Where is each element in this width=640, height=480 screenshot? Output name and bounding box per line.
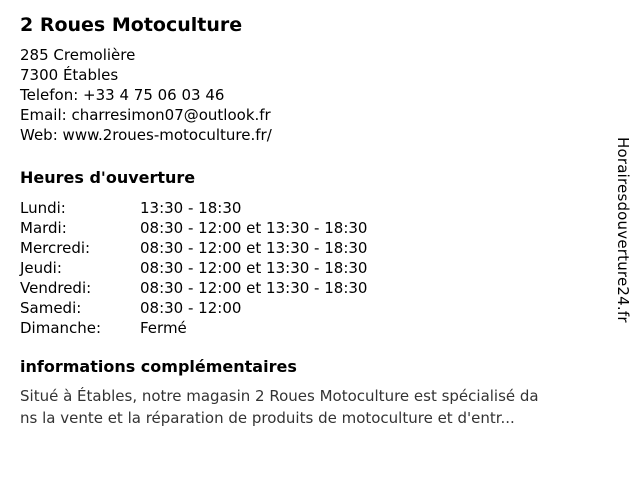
hours-row-thursday — [20, 258, 620, 278]
hours-row-friday — [20, 278, 620, 298]
phone-line — [20, 85, 620, 105]
day-label: Mercredi: — [20, 239, 91, 257]
phone-label: Telefon: — [20, 86, 79, 104]
day-label: Jeudi: — [20, 259, 62, 277]
hours-row-sunday — [20, 318, 620, 338]
day-hours: Fermé — [140, 319, 187, 337]
day-hours: 08:30 - 12:00 et 13:30 - 18:30 — [140, 259, 368, 277]
address-street: 285 Cremolière — [20, 46, 136, 64]
email-line — [20, 105, 620, 125]
additional-info-heading: informations complémentaires — [20, 357, 297, 376]
web-label: Web: — [20, 126, 58, 144]
hours-row-saturday — [20, 298, 620, 318]
day-hours: 13:30 - 18:30 — [140, 199, 242, 217]
day-label: Mardi: — [20, 219, 67, 237]
email-label: Email: — [20, 106, 67, 124]
day-hours: 08:30 - 12:00 — [140, 299, 242, 317]
business-description — [20, 385, 620, 429]
address-city: 7300 Étables — [20, 66, 119, 84]
day-hours: 08:30 - 12:00 et 13:30 - 18:30 — [140, 279, 368, 297]
web-line — [20, 125, 620, 145]
day-label: Vendredi: — [20, 279, 92, 297]
day-hours: 08:30 - 12:00 et 13:30 - 18:30 — [140, 219, 368, 237]
phone-value: +33 4 75 06 03 46 — [83, 86, 225, 104]
opening-hours-table — [20, 198, 620, 338]
day-label: Samedi: — [20, 299, 82, 317]
day-hours: 08:30 - 12:00 et 13:30 - 18:30 — [140, 239, 368, 257]
day-label: Lundi: — [20, 199, 66, 217]
description-line-1: Situé à Étables, notre magasin 2 Roues Motoculture est spécialisé da — [20, 387, 539, 405]
description-line-2: ns la vente et la réparation de produits de motoculture et d'entr... — [20, 409, 515, 427]
opening-hours-heading: Heures d'ouverture — [20, 168, 196, 187]
site-watermark: Horairesdouverture24.fr — [614, 137, 632, 323]
page-title: 2 Roues Motoculture — [20, 14, 243, 36]
contact-block — [20, 45, 620, 145]
hours-row-tuesday — [20, 218, 620, 238]
hours-row-monday — [20, 198, 620, 218]
email-value: charresimon07@outlook.fr — [71, 106, 271, 124]
web-value: www.2roues-motoculture.fr/ — [62, 126, 272, 144]
day-label: Dimanche: — [20, 319, 102, 337]
hours-row-wednesday — [20, 238, 620, 258]
